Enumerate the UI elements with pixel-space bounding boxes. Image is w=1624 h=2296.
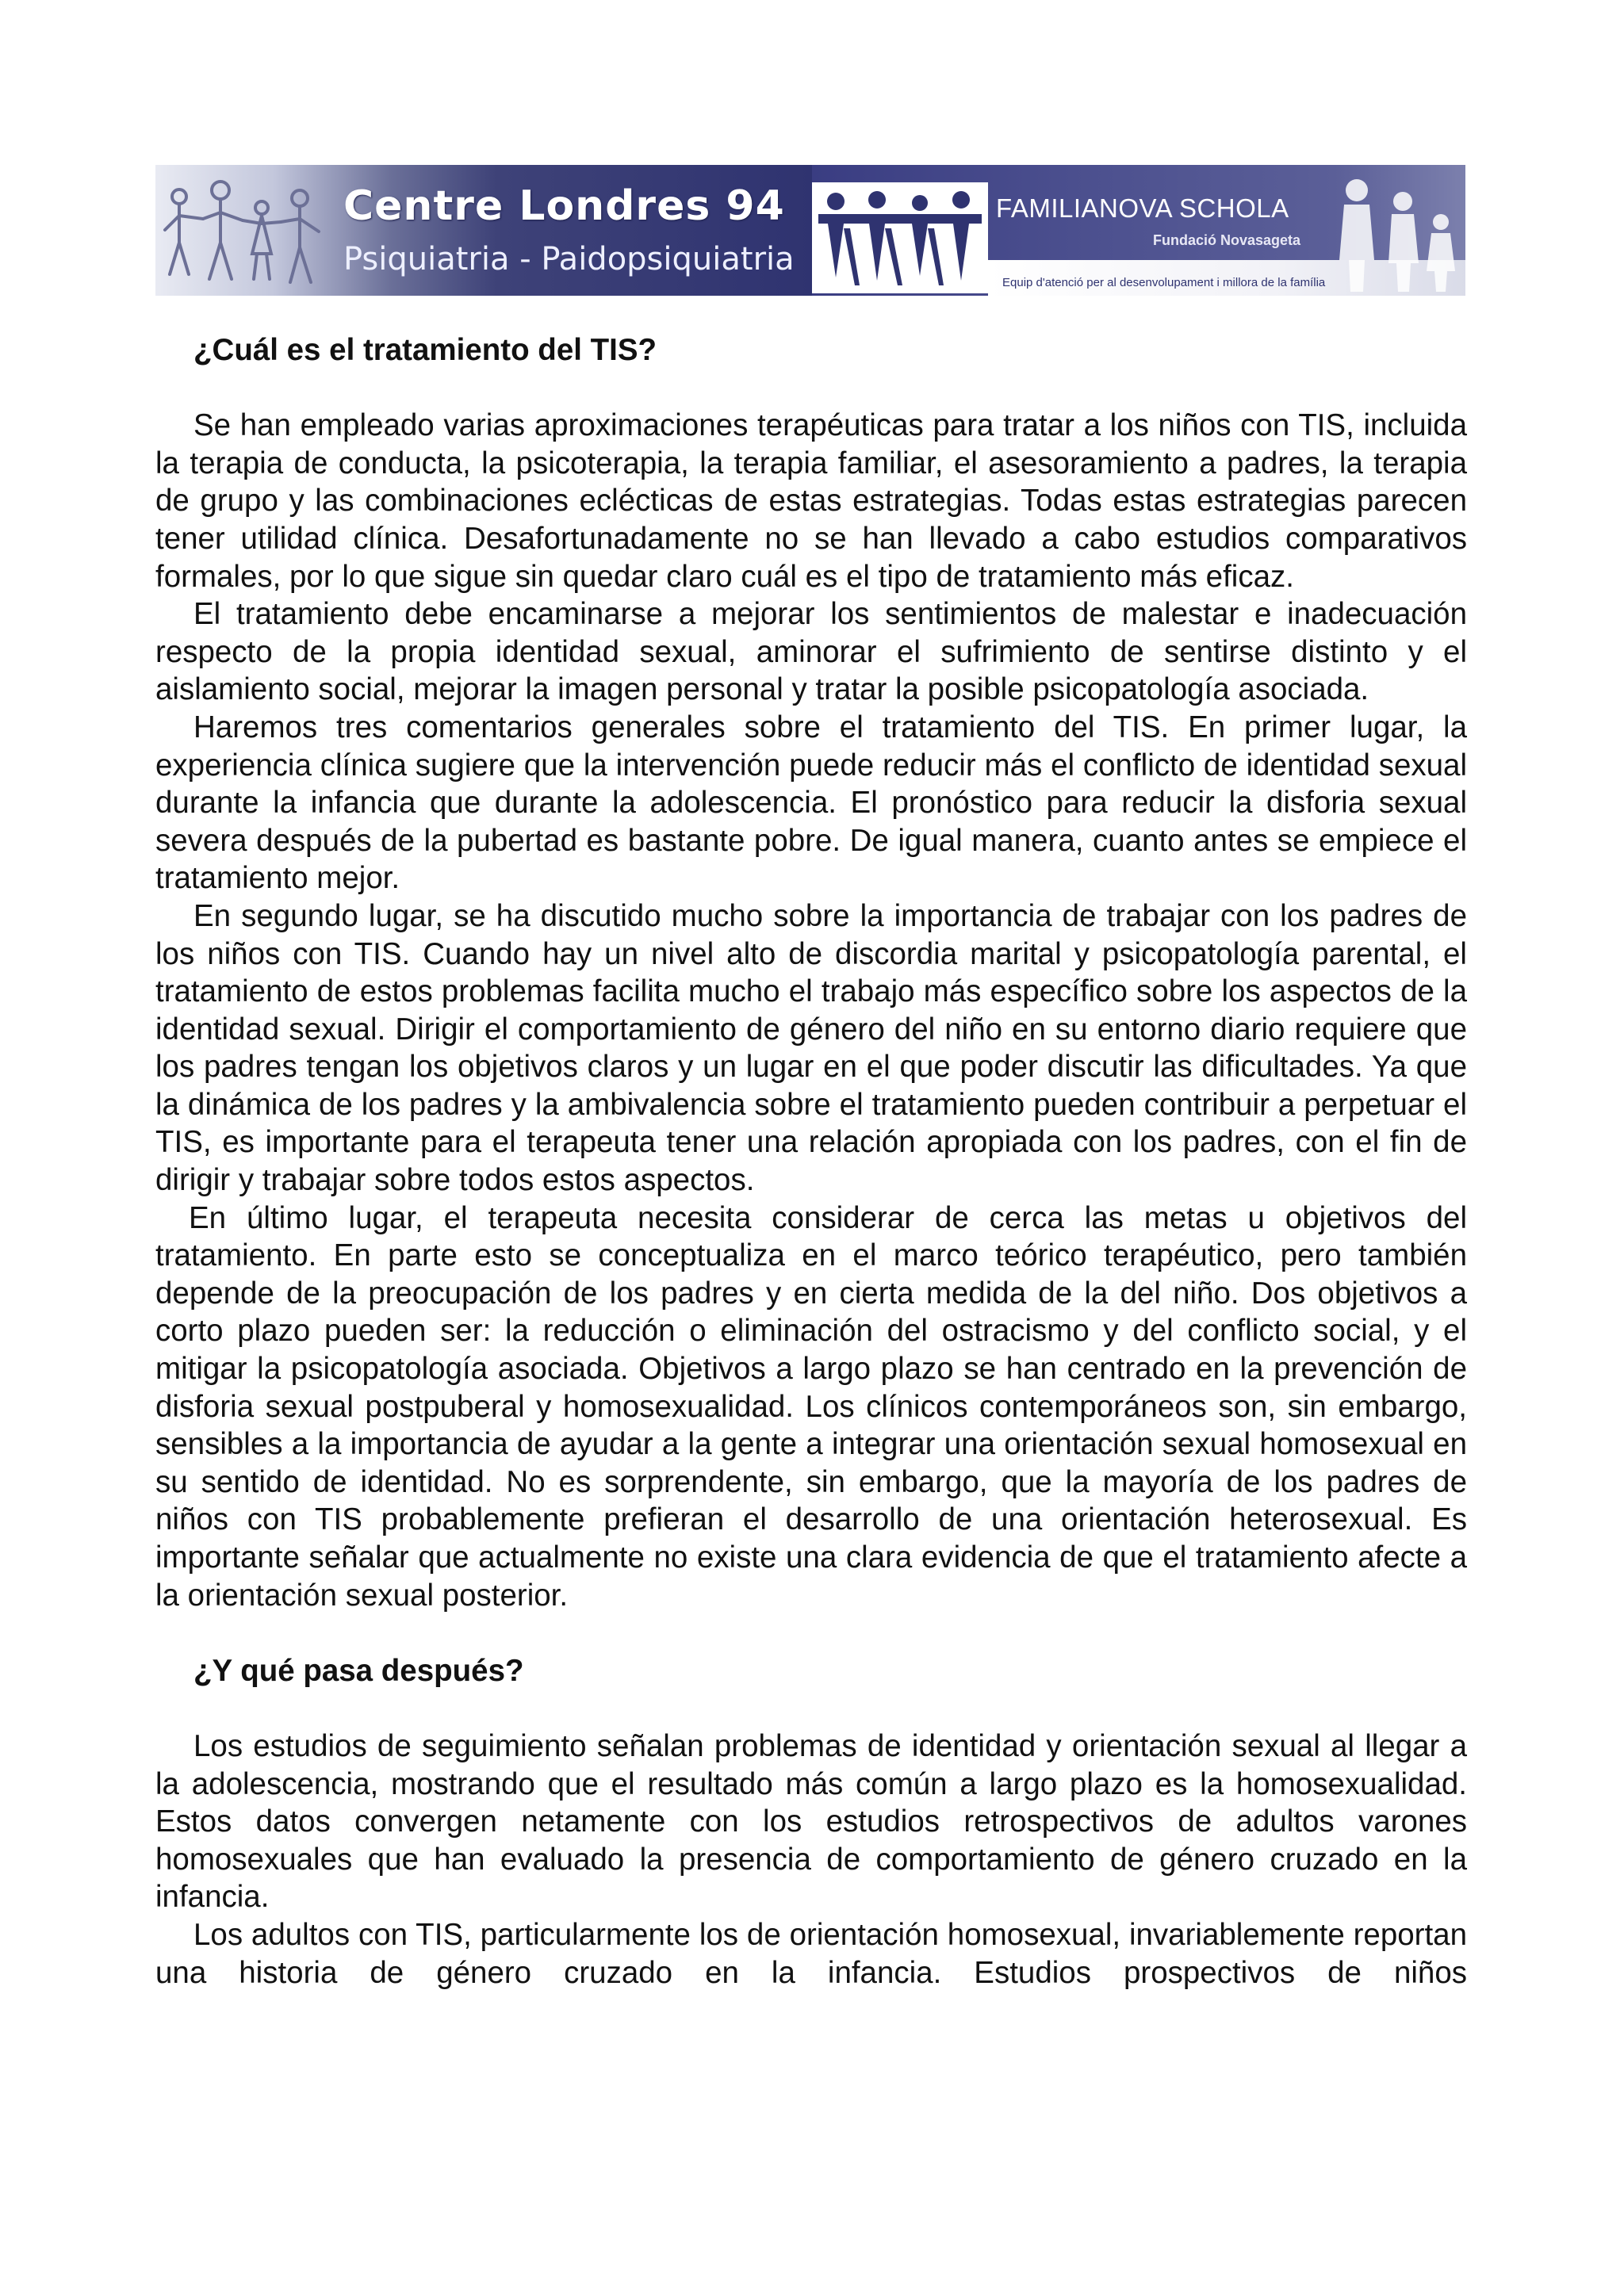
banner-left-title: Centre Londres 94 [343, 182, 785, 230]
paragraph: En último lugar, el terapeuta necesita considerar de cerca las metas u objetivos del tratamiento. En parte esto se conceptualiza en el marco teórico terapéutico, pero también depende de la preocupación de los padres y en cierta medida de la del niño. Dos objetivos a corto plazo pueden ser: la reducción o eliminación del ostracismo y del conflicto social, y el mitigar la psicopatología asociada. Objetivos a largo plazo se han centrado en la prevención de disforia sexual postpuberal y homosexualidad. Los clínicos contemporáneos son, sin embargo, sensibles a la importancia de ayudar a la gente a integrar una orientación sexual homosexual en su sentido de identidad. No es sorprendente, sin embargo, que la mayoría de los padres de niños con TIS probablemente prefieran el desarrollo de una orientación heterosexual. Es importante señalar que actualmente no existe una clara evidencia de que el tratamiento afecte a la orientación sexual posterior. [155, 1200, 1467, 1613]
document-body [155, 331, 1467, 1992]
paragraph: Los estudios de seguimiento señalan problemas de identidad y orientación sexual al llegar a la adolescencia, mostrando que el resultado más común a largo plazo es la homosexualidad. Estos datos convergen netamente con los estudios retrospectivos de adultos varones homosexuales que han evaluado la presencia de comportamiento de género cruzado en la infancia. [155, 1728, 1467, 1915]
section-heading: ¿Y qué pasa después? [193, 1653, 524, 1688]
family-figures-icon [160, 174, 327, 293]
family-figures-icon [1325, 173, 1465, 296]
family-figures-icon [812, 182, 988, 293]
paragraph: Se han empleado varias aproximaciones terapéuticas para tratar a los niños con TIS, incluida la terapia de conducta, la psicoterapia, la terapia familiar, el asesoramiento a padres, la terapia de grupo y las combinaciones eclécticas de estas estrategias. Todas estas estrategias parecen tener utilidad clínica. Desafortunadamente no se han llevado a cabo estudios comparativos formales, por lo que sigue sin quedar claro cuál es el tipo de tratamiento más eficaz. [155, 408, 1467, 594]
banner-right-title: FAMILIANOVA SCHOLA [996, 193, 1289, 223]
banner-right-subtitle: Fundació Novasageta [1153, 232, 1301, 248]
paragraph: Los adultos con TIS, particularmente los de orientación homosexual, invariablemente reportan una historia de género cruzado en la infancia. Estudios prospectivos de niños [155, 1917, 1467, 1990]
banner-left-subtitle: Psiquiatria - Paidopsiquiatria [343, 241, 795, 277]
paragraph: El tratamiento debe encaminarse a mejorar los sentimientos de malestar e inadecuación respecto de la propia identidad sexual, aminorar el sufrimiento de sentirse distinto y el aislamiento social, mejorar la imagen personal y tratar la posible psicopatología asociada. [155, 597, 1467, 707]
paragraph: Haremos tres comentarios generales sobre el tratamiento del TIS. En primer lugar, la experiencia clínica sugiere que la intervención puede reducir más el conflicto de identidad sexual durante la infancia que durante la adolescencia. El pronóstico para reducir la disforia sexual severa después de la pubertad es bastante pobre. De igual manera, cuanto antes se empiece el tratamiento mejor. [155, 710, 1467, 896]
banner-right-caption: Equip d'atenció per al desenvolupament i millora de la família [1002, 276, 1326, 289]
paragraph: En segundo lugar, se ha discutido mucho sobre la importancia de trabajar con los padres de los niños con TIS. Cuando hay un nivel alto de discordia marital y psicopatología parental, el tratamiento de estos problemas facilita mucho el trabajo más específico sobre los aspectos de la identidad sexual. Dirigir el comportamiento de género del niño en su entorno diario requiere que los padres tengan los objetivos claros y un lugar en el que poder discutir las dificultades. Ya que la dinámica de los padres y la ambivalencia sobre el tratamiento pueden contribuir a perpetuar el TIS, es importante para el terapeuta tener una relación apropiada con los padres, con el fin de dirigir y trabajar sobre todos estos aspectos. [155, 898, 1467, 1198]
header-banner [155, 165, 1465, 296]
section-heading: ¿Cuál es el tratamiento del TIS? [193, 333, 657, 367]
